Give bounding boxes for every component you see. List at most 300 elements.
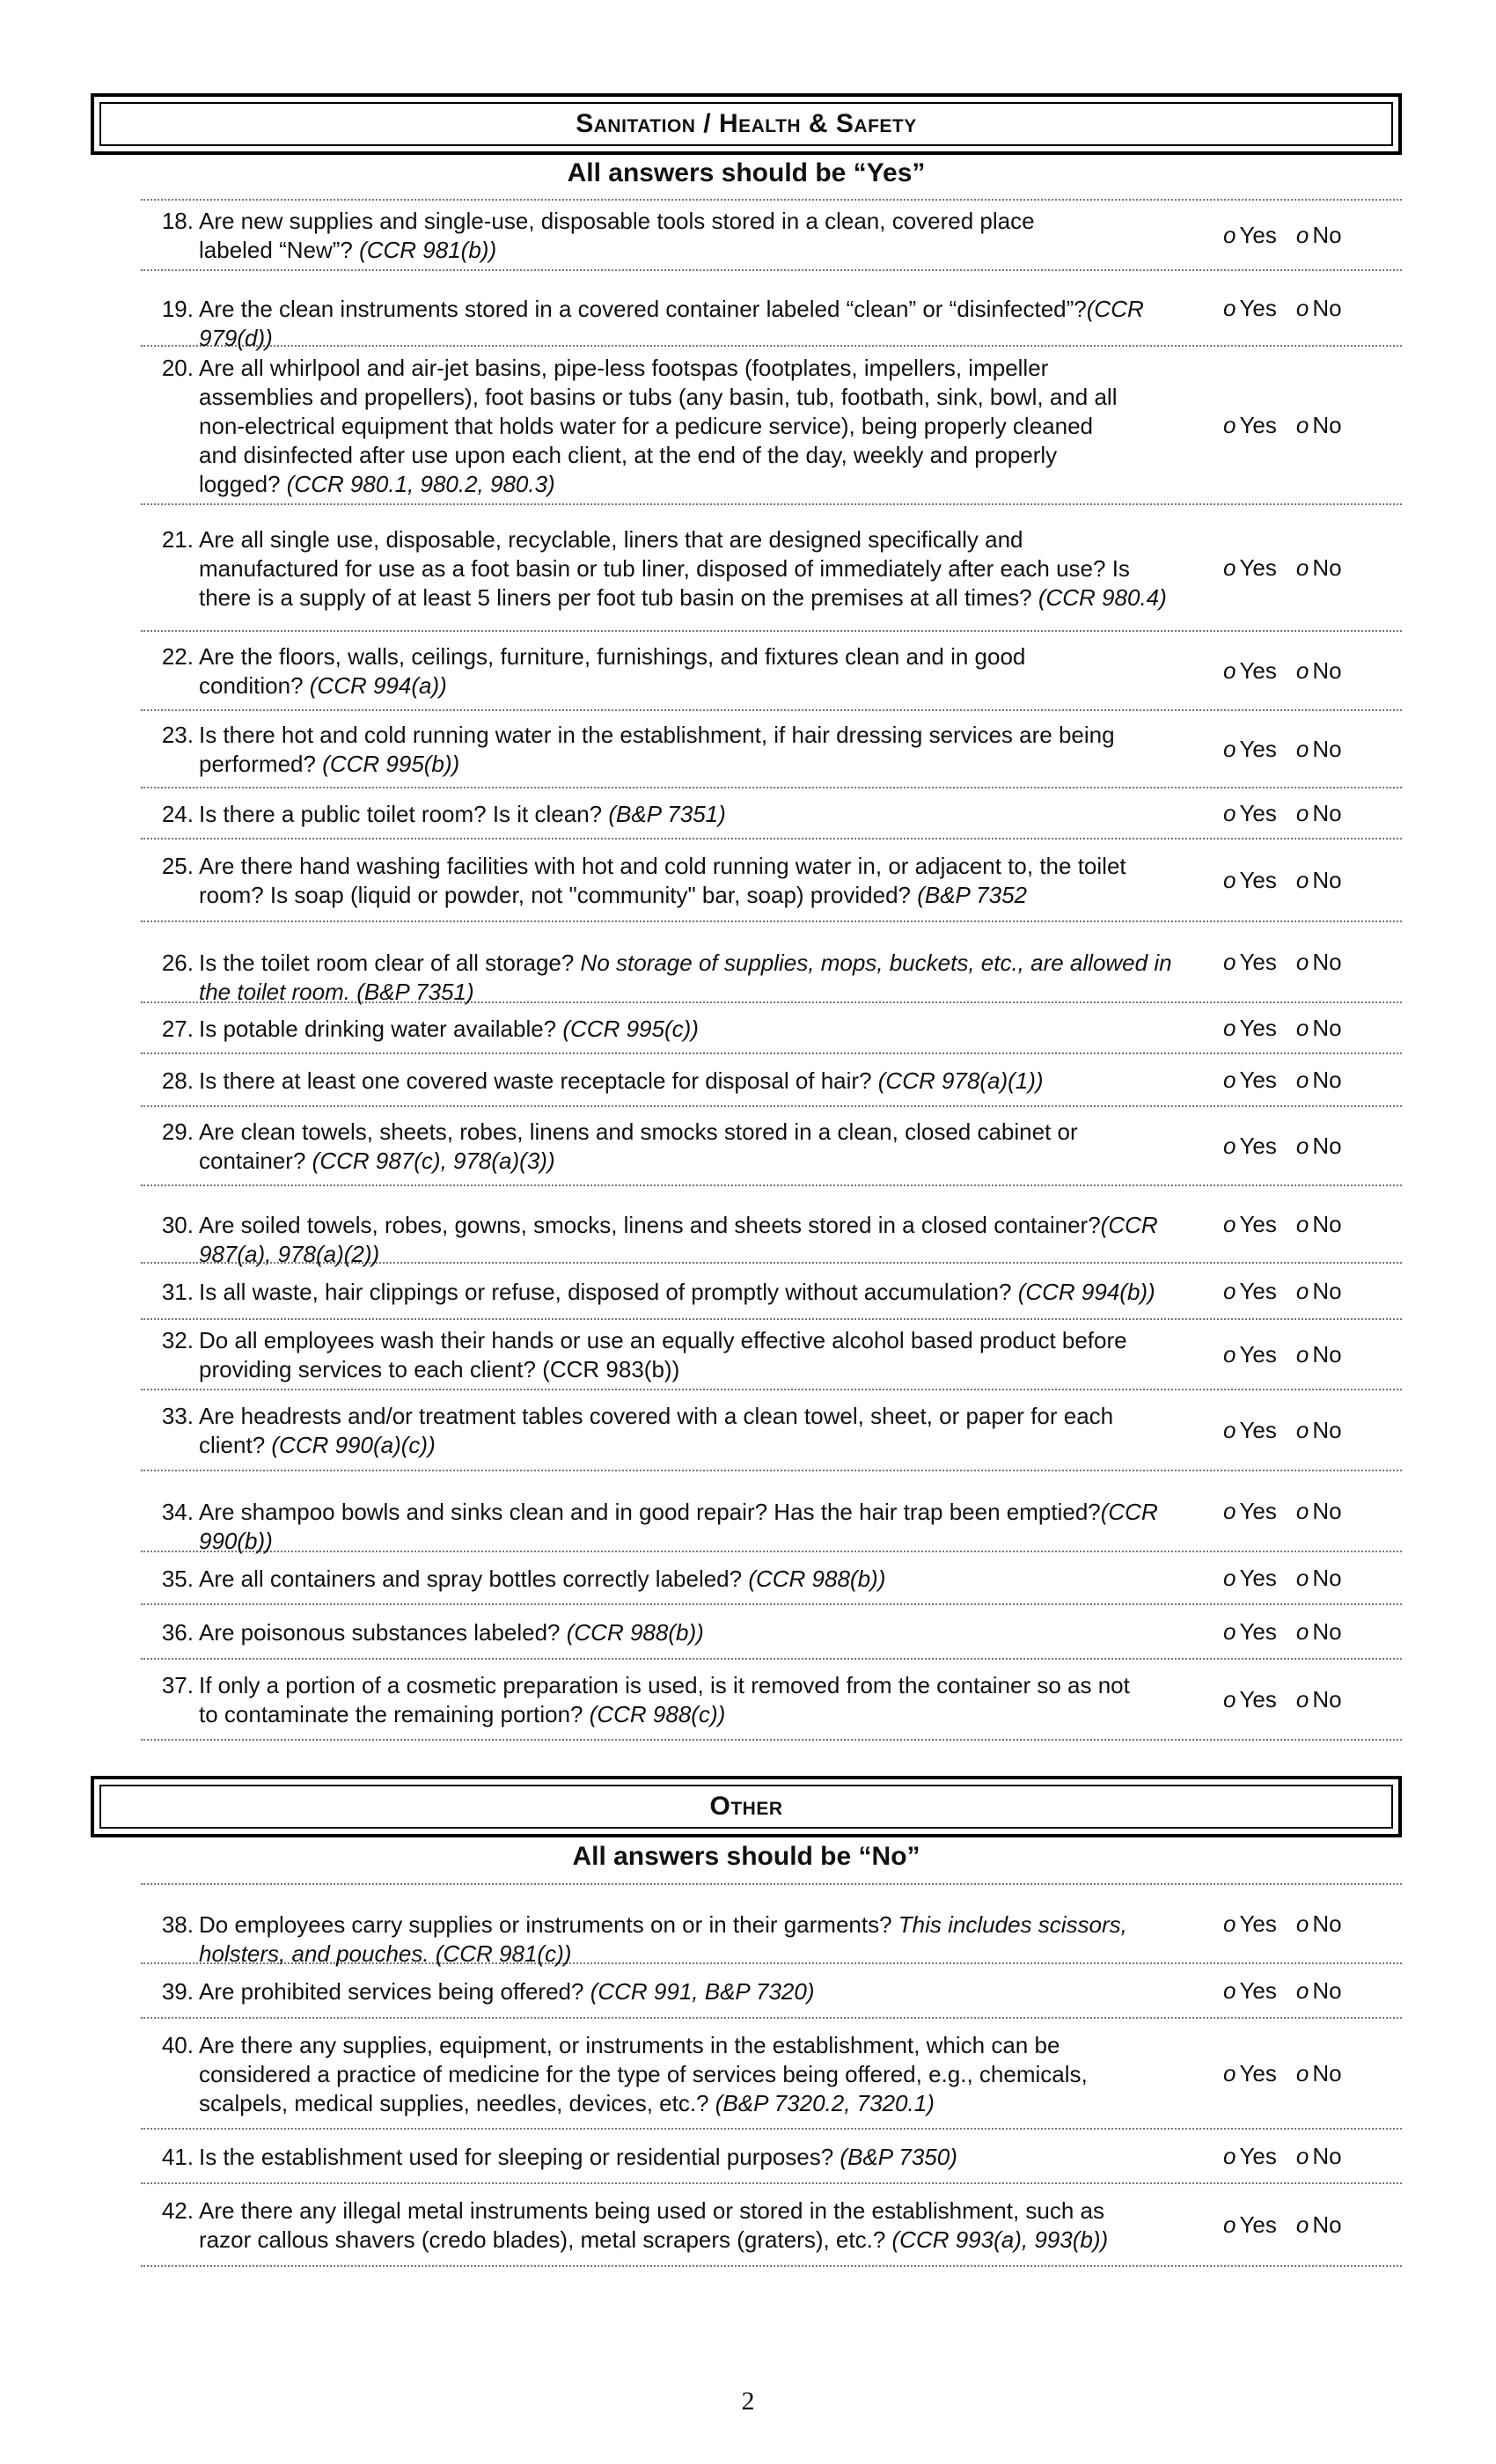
answer-yes-label: Yes xyxy=(1239,411,1277,438)
answer-options xyxy=(1223,505,1399,630)
answer-yes-label: Yes xyxy=(1239,2211,1277,2238)
radio-circle-icon[interactable]: o xyxy=(1223,221,1236,248)
answer-no-option[interactable] xyxy=(1296,736,1342,763)
radio-circle-icon[interactable]: o xyxy=(1295,1340,1309,1368)
question-line: to contaminate the remaining portion? xyxy=(199,1701,590,1727)
question-number: 23. xyxy=(161,722,194,748)
question-row xyxy=(141,922,1402,1003)
question-line: and disinfected after use upon each client, at the end of the day, weekly and properly xyxy=(199,441,1058,468)
question-row xyxy=(141,1264,1402,1320)
question-line: logged? xyxy=(199,470,287,497)
radio-circle-icon[interactable]: o xyxy=(1295,1014,1309,1041)
answer-options xyxy=(1223,1054,1399,1105)
answer-yes-label: Yes xyxy=(1239,1497,1277,1524)
question-row xyxy=(141,2130,1402,2184)
regulation-reference: (CCR 978(a)(1)) xyxy=(877,1067,1044,1094)
answer-no-label: No xyxy=(1312,2142,1342,2169)
answer-options xyxy=(1223,632,1399,709)
radio-circle-icon[interactable]: o xyxy=(1295,1617,1309,1645)
answer-no-label: No xyxy=(1312,1066,1342,1093)
answer-no-label: No xyxy=(1312,1132,1342,1159)
question-number: 34. xyxy=(161,1498,194,1525)
radio-circle-icon[interactable]: o xyxy=(1223,799,1236,826)
regulation-reference: (CCR 995(c)) xyxy=(562,1015,699,1042)
question-text xyxy=(199,642,1193,700)
answer-yes-option[interactable] xyxy=(1223,1686,1277,1713)
regulation-reference: (CCR 981(b)) xyxy=(359,237,497,263)
answer-yes-label: Yes xyxy=(1239,1277,1277,1304)
answer-no-option[interactable] xyxy=(1296,2060,1342,2087)
question-number: 31. xyxy=(161,1278,194,1305)
question-line: considered a practice of medicine for the type of services being offered, e.g., chemicals, xyxy=(199,2060,1088,2087)
answer-yes-label: Yes xyxy=(1239,1416,1277,1443)
question-line: Are the floors, walls, ceilings, furniture, furnishings, and fixtures clean and in good xyxy=(199,643,1026,670)
radio-circle-icon[interactable]: o xyxy=(1295,1497,1309,1524)
answer-no-label: No xyxy=(1312,2059,1342,2086)
question-text xyxy=(199,852,1193,910)
answer-no-label: No xyxy=(1312,1497,1342,1524)
question-line: there is a supply of at least 5 liners per foot tub basin on the premises at all times? xyxy=(199,583,1032,611)
question-line: Are there any illegal metal instruments being used or stored in the establishment, such as xyxy=(199,2197,1104,2224)
radio-circle-icon[interactable]: o xyxy=(1295,2142,1309,2169)
radio-circle-icon[interactable]: o xyxy=(1223,294,1236,321)
answer-yes-option[interactable] xyxy=(1223,1211,1277,1238)
radio-circle-icon[interactable]: o xyxy=(1295,799,1309,826)
answer-yes-label: Yes xyxy=(1239,656,1277,684)
radio-circle-icon[interactable]: o xyxy=(1295,656,1309,684)
question-row xyxy=(141,201,1402,271)
radio-circle-icon[interactable]: o xyxy=(1223,1685,1236,1712)
regulation-reference: (CCR 980.1, 980.2, 980.3) xyxy=(286,470,555,497)
answer-yes-option[interactable] xyxy=(1223,295,1277,322)
answer-yes-option[interactable] xyxy=(1223,1618,1277,1646)
answer-no-option[interactable] xyxy=(1296,949,1342,976)
radio-circle-icon[interactable]: o xyxy=(1223,2211,1236,2238)
question-list-sanitation xyxy=(141,199,1402,1741)
answer-options xyxy=(1223,1390,1399,1470)
question-line: Are shampoo bowls and sinks clean and in good repair? Has the hair trap been emptied? xyxy=(199,1498,1101,1525)
answer-yes-option[interactable] xyxy=(1223,1417,1277,1444)
question-line: client? xyxy=(199,1432,272,1458)
question-number: 37. xyxy=(161,1672,194,1698)
answer-yes-option[interactable] xyxy=(1223,1278,1277,1305)
regulation-reference: (CCR 987(a), 978(a)(2)) xyxy=(199,1211,1158,1267)
question-number: 33. xyxy=(161,1403,194,1429)
answer-no-label: No xyxy=(1312,799,1342,826)
question-line: Are the clean instruments stored in a covered container labeled “clean” or “disinfected”? xyxy=(199,295,1087,322)
question-line: assemblies and propellers), foot basins or tubs (any basin, tub, footbath, sink, bowl, and all xyxy=(199,383,1118,410)
question-line: razor callous shavers (credo blades), metal scrapers (graters), etc.? xyxy=(199,2226,892,2253)
radio-circle-icon[interactable]: o xyxy=(1223,1910,1236,1937)
answer-no-label: No xyxy=(1312,411,1342,438)
question-row xyxy=(141,711,1402,788)
question-line: Are prohibited services being offered? xyxy=(199,1977,590,2005)
section-banner-sanitation xyxy=(91,93,1402,155)
regulation-reference: (CCR 988(b)) xyxy=(748,1565,886,1592)
question-text xyxy=(199,1015,1193,1044)
question-text xyxy=(199,1326,1193,1384)
answer-no-option[interactable] xyxy=(1296,1341,1342,1368)
answer-yes-option[interactable] xyxy=(1223,1498,1277,1525)
question-text xyxy=(199,721,1193,779)
question-number: 32. xyxy=(161,1327,194,1353)
regulation-reference: (B&P 7351) xyxy=(608,800,726,827)
radio-circle-icon[interactable]: o xyxy=(1295,554,1309,581)
answer-yes-label: Yes xyxy=(1239,866,1277,893)
question-number: 35. xyxy=(161,1565,194,1592)
question-text xyxy=(199,1671,1193,1729)
question-line: Are soiled towels, robes, gowns, smocks, linens and sheets stored in a closed container? xyxy=(199,1211,1101,1238)
question-row xyxy=(141,1471,1402,1552)
answer-no-label: No xyxy=(1312,866,1342,893)
question-row xyxy=(141,1003,1402,1054)
question-line: Are poisonous substances labeled? xyxy=(199,1618,567,1646)
answer-options xyxy=(1223,2019,1399,2128)
radio-circle-icon[interactable]: o xyxy=(1295,2211,1309,2238)
answer-options xyxy=(1223,922,1399,1001)
question-line: Is the establishment used for sleeping or residential purposes? xyxy=(199,2143,840,2170)
radio-circle-icon[interactable]: o xyxy=(1223,735,1236,762)
question-number: 28. xyxy=(161,1067,194,1094)
question-number: 42. xyxy=(161,2197,194,2224)
radio-circle-icon[interactable]: o xyxy=(1223,2059,1236,2086)
radio-circle-icon[interactable]: o xyxy=(1223,1340,1236,1368)
answer-options xyxy=(1223,1471,1399,1551)
question-row xyxy=(141,1660,1402,1741)
question-number: 41. xyxy=(161,2143,194,2170)
question-text xyxy=(199,1402,1193,1460)
regulation-reference: (CCR 993(a), 993(b)) xyxy=(891,2226,1109,2253)
answer-yes-label: Yes xyxy=(1239,1564,1277,1591)
answer-no-option[interactable] xyxy=(1296,1417,1342,1444)
answer-no-option[interactable] xyxy=(1296,867,1342,894)
answer-yes-label: Yes xyxy=(1239,2142,1277,2169)
answer-options xyxy=(1223,1003,1399,1052)
regulation-reference: (B&P 7352 xyxy=(917,882,1028,908)
answer-no-option[interactable] xyxy=(1296,1565,1342,1592)
answer-yes-option[interactable] xyxy=(1223,657,1277,685)
regulation-reference: (CCR 990(a)(c)) xyxy=(271,1432,436,1458)
answer-options xyxy=(1223,711,1399,787)
answer-no-label: No xyxy=(1312,1685,1342,1712)
radio-circle-icon[interactable]: o xyxy=(1223,1014,1236,1041)
radio-circle-icon[interactable]: o xyxy=(1295,1066,1309,1093)
answer-no-option[interactable] xyxy=(1296,1977,1342,2005)
answer-no-label: No xyxy=(1312,1416,1342,1443)
section-instruction: All answers should be “Yes” xyxy=(567,158,926,187)
question-text xyxy=(199,2031,1193,2118)
question-row xyxy=(141,1885,1402,1967)
answer-no-option[interactable] xyxy=(1296,222,1342,249)
answer-options xyxy=(1223,1552,1399,1603)
question-row xyxy=(141,2019,1402,2130)
question-line: providing services to each client? (CCR 983(b)) xyxy=(199,1356,680,1382)
radio-circle-icon[interactable]: o xyxy=(1223,1416,1236,1443)
answer-yes-option[interactable] xyxy=(1223,222,1277,249)
question-text xyxy=(199,1977,1193,2006)
question-text xyxy=(199,1910,1193,1969)
radio-circle-icon[interactable]: o xyxy=(1295,411,1309,438)
radio-circle-icon[interactable]: o xyxy=(1295,1564,1309,1591)
radio-circle-icon[interactable]: o xyxy=(1223,1277,1236,1304)
question-line: Is all waste, hair clippings or refuse, disposed of promptly without accumulation? xyxy=(199,1278,1012,1305)
answer-no-label: No xyxy=(1312,221,1342,248)
answer-no-option[interactable] xyxy=(1296,1618,1342,1646)
answer-yes-label: Yes xyxy=(1239,1617,1277,1645)
question-text xyxy=(199,2143,1193,2172)
question-number: 22. xyxy=(161,643,194,670)
question-line: labeled “New”? xyxy=(199,237,360,263)
answer-yes-label: Yes xyxy=(1239,799,1277,826)
question-text xyxy=(199,525,1193,612)
answer-yes-option[interactable] xyxy=(1223,736,1277,763)
question-number: 36. xyxy=(161,1618,194,1646)
answer-no-option[interactable] xyxy=(1296,295,1342,322)
answer-yes-option[interactable] xyxy=(1223,1067,1277,1094)
answer-no-label: No xyxy=(1312,1277,1342,1304)
question-line: performed? xyxy=(199,751,323,777)
question-text xyxy=(199,1067,1193,1096)
answer-no-option[interactable] xyxy=(1296,1686,1342,1713)
answer-no-label: No xyxy=(1312,656,1342,684)
question-row xyxy=(141,632,1402,711)
question-number: 24. xyxy=(161,800,194,827)
answer-no-option[interactable] xyxy=(1296,1133,1342,1160)
answer-no-option[interactable] xyxy=(1296,2211,1342,2239)
regulation-reference: (CCR 995(b)) xyxy=(322,751,460,777)
answer-no-option[interactable] xyxy=(1296,1015,1342,1042)
question-line: scalpels, medical supplies, needles, devices, etc.? xyxy=(199,2089,715,2116)
radio-circle-icon[interactable]: o xyxy=(1295,294,1309,321)
question-line: Are clean towels, sheets, robes, linens and smocks stored in a clean, closed cabinet or xyxy=(199,1118,1078,1145)
question-row xyxy=(141,2184,1402,2267)
answer-no-label: No xyxy=(1312,1340,1342,1368)
answer-yes-label: Yes xyxy=(1239,1066,1277,1093)
question-line: Are there hand washing facilities with hot and cold running water in, or adjacent to, the toilet xyxy=(199,853,1126,879)
answer-yes-label: Yes xyxy=(1239,221,1277,248)
answer-no-label: No xyxy=(1312,735,1342,762)
answer-no-label: No xyxy=(1312,2211,1342,2238)
radio-circle-icon[interactable]: o xyxy=(1295,1416,1309,1443)
answer-yes-option[interactable] xyxy=(1223,554,1277,582)
answer-options xyxy=(1223,201,1399,269)
question-row xyxy=(141,1390,1402,1471)
radio-circle-icon[interactable]: o xyxy=(1295,1277,1309,1304)
regulation-reference: This includes scissors, holsters, and pouches. (CCR 981(c)) xyxy=(199,1910,1127,1967)
section-title: Other xyxy=(709,1792,783,1821)
answer-yes-label: Yes xyxy=(1239,735,1277,762)
question-text xyxy=(199,949,1193,1007)
question-number: 38. xyxy=(161,1910,194,1938)
answer-options xyxy=(1223,1320,1399,1389)
answer-yes-label: Yes xyxy=(1239,1132,1277,1159)
radio-circle-icon[interactable]: o xyxy=(1223,866,1236,893)
question-number: 25. xyxy=(161,853,194,879)
answer-yes-label: Yes xyxy=(1239,554,1277,581)
radio-circle-icon[interactable]: o xyxy=(1223,1976,1236,2004)
question-line: Is potable drinking water available? xyxy=(199,1015,563,1042)
question-number: 39. xyxy=(161,1977,194,2005)
question-text xyxy=(199,1118,1193,1176)
answer-no-option[interactable] xyxy=(1296,1498,1342,1525)
answer-yes-label: Yes xyxy=(1239,1976,1277,2004)
radio-circle-icon[interactable]: o xyxy=(1223,948,1236,975)
answer-no-label: No xyxy=(1312,1210,1342,1237)
answer-yes-label: Yes xyxy=(1239,294,1277,321)
radio-circle-icon[interactable]: o xyxy=(1295,221,1309,248)
radio-circle-icon[interactable]: o xyxy=(1295,1976,1309,2004)
question-line: Are there any supplies, equipment, or instruments in the establishment, which can be xyxy=(199,2031,1060,2058)
question-number: 18. xyxy=(161,208,194,234)
answer-options xyxy=(1223,2184,1399,2265)
answer-yes-option[interactable] xyxy=(1223,1977,1277,2005)
answer-yes-option[interactable] xyxy=(1223,2143,1277,2170)
section-instruction: All answers should be “No” xyxy=(572,1842,920,1871)
question-row xyxy=(141,1107,1402,1186)
question-line: Is there a public toilet room? Is it clean? xyxy=(199,800,609,827)
radio-circle-icon[interactable]: o xyxy=(1223,1066,1236,1093)
question-row xyxy=(141,347,1402,505)
question-text xyxy=(199,354,1193,499)
regulation-reference: (CCR 990(b)) xyxy=(199,1498,1158,1554)
answer-yes-label: Yes xyxy=(1239,1910,1277,1937)
question-number: 29. xyxy=(161,1118,194,1145)
question-text xyxy=(199,1618,1193,1647)
radio-circle-icon[interactable]: o xyxy=(1223,1617,1236,1645)
answer-yes-option[interactable] xyxy=(1223,1133,1277,1160)
regulation-reference: (CCR 988(c)) xyxy=(589,1701,726,1727)
answer-options xyxy=(1223,1885,1399,1962)
answer-no-label: No xyxy=(1312,294,1342,321)
answer-no-option[interactable] xyxy=(1296,2143,1342,2170)
question-line: condition? xyxy=(199,672,310,699)
question-row xyxy=(141,1552,1402,1605)
question-row xyxy=(141,1320,1402,1390)
radio-circle-icon[interactable]: o xyxy=(1223,1497,1236,1524)
question-line: manufactured for use as a foot basin or tub liner, disposed of immediately after each use? Is xyxy=(199,554,1130,582)
question-text xyxy=(199,800,1193,829)
question-line: Are all single use, disposable, recyclable, liners that are designed specifically and xyxy=(199,525,1023,553)
section-banner-other xyxy=(91,1776,1402,1837)
regulation-reference: (CCR 987(c), 978(a)(3)) xyxy=(312,1148,555,1174)
answer-options xyxy=(1223,1264,1399,1318)
radio-circle-icon[interactable]: o xyxy=(1295,735,1309,762)
question-line: Is the toilet room clear of all storage? xyxy=(199,949,581,976)
radio-circle-icon[interactable]: o xyxy=(1223,554,1236,581)
answer-no-option[interactable] xyxy=(1296,412,1342,439)
radio-circle-icon[interactable]: o xyxy=(1223,2142,1236,2169)
answer-options xyxy=(1223,1186,1399,1262)
answer-yes-option[interactable] xyxy=(1223,1565,1277,1592)
question-text xyxy=(199,295,1193,353)
answer-options xyxy=(1223,840,1399,920)
question-line: Do employees carry supplies or instruments on or in their garments? xyxy=(199,1910,898,1938)
answer-yes-label: Yes xyxy=(1239,948,1277,975)
answer-no-option[interactable] xyxy=(1296,800,1342,827)
radio-circle-icon[interactable]: o xyxy=(1295,1685,1309,1712)
answer-no-option[interactable] xyxy=(1296,1211,1342,1238)
radio-circle-icon[interactable]: o xyxy=(1295,2059,1309,2086)
answer-yes-label: Yes xyxy=(1239,1340,1277,1368)
answer-no-label: No xyxy=(1312,1564,1342,1591)
answer-options xyxy=(1223,271,1399,345)
radio-circle-icon[interactable]: o xyxy=(1223,1564,1236,1591)
answer-no-label: No xyxy=(1312,1976,1342,2004)
answer-yes-option[interactable] xyxy=(1223,2060,1277,2087)
answer-no-label: No xyxy=(1312,1910,1342,1937)
answer-options xyxy=(1223,347,1399,503)
answer-yes-label: Yes xyxy=(1239,1210,1277,1237)
question-text xyxy=(199,1211,1193,1269)
answer-yes-label: Yes xyxy=(1239,1685,1277,1712)
answer-no-option[interactable] xyxy=(1296,554,1342,582)
question-text xyxy=(199,1278,1193,1307)
answer-yes-option[interactable] xyxy=(1223,1910,1277,1938)
radio-circle-icon[interactable]: o xyxy=(1295,866,1309,893)
answer-no-label: No xyxy=(1312,554,1342,581)
answer-no-option[interactable] xyxy=(1296,657,1342,685)
answer-options xyxy=(1223,1107,1399,1184)
question-row xyxy=(141,840,1402,922)
answer-yes-option[interactable] xyxy=(1223,1015,1277,1042)
question-line: Are headrests and/or treatment tables covered with a clean towel, sheet, or paper for each xyxy=(199,1403,1114,1429)
radio-circle-icon[interactable]: o xyxy=(1295,1210,1309,1237)
answer-options xyxy=(1223,1605,1399,1658)
radio-circle-icon[interactable]: o xyxy=(1223,1210,1236,1237)
answer-yes-option[interactable] xyxy=(1223,1341,1277,1368)
question-row xyxy=(141,1605,1402,1660)
answer-no-option[interactable] xyxy=(1296,1910,1342,1938)
question-row xyxy=(141,1964,1402,2019)
radio-circle-icon[interactable]: o xyxy=(1295,1910,1309,1937)
question-text xyxy=(199,2196,1193,2255)
question-line: Are all whirlpool and air-jet basins, pipe-less footspas (footplates, impellers, impeller xyxy=(199,354,1049,381)
question-line: Do all employees wash their hands or use an equally effective alcohol based product before xyxy=(199,1327,1127,1353)
regulation-reference: No storage of supplies, mops, buckets, etc., are allowed in the toilet room. (B&P 7351) xyxy=(199,949,1172,1005)
answer-yes-option[interactable] xyxy=(1223,2211,1277,2239)
regulation-reference: (CCR 991, B&P 7320) xyxy=(590,1977,815,2005)
answer-no-label: No xyxy=(1312,1014,1342,1041)
question-number: 30. xyxy=(161,1211,194,1238)
radio-circle-icon[interactable]: o xyxy=(1223,1132,1236,1159)
radio-circle-icon[interactable]: o xyxy=(1295,948,1309,975)
question-number: 21. xyxy=(161,525,194,553)
question-text xyxy=(199,207,1193,265)
answer-yes-option[interactable] xyxy=(1223,412,1277,439)
question-text xyxy=(199,1498,1193,1556)
radio-circle-icon[interactable]: o xyxy=(1223,656,1236,684)
regulation-reference: (CCR 994(a)) xyxy=(309,672,447,699)
regulation-reference: (CCR 988(b)) xyxy=(566,1618,704,1646)
answer-yes-option[interactable] xyxy=(1223,800,1277,827)
question-row xyxy=(141,788,1402,840)
question-row xyxy=(141,271,1402,351)
question-line: If only a portion of a cosmetic preparation is used, is it removed from the container so as not xyxy=(199,1672,1130,1698)
answer-no-option[interactable] xyxy=(1296,1067,1342,1094)
answer-yes-option[interactable] xyxy=(1223,867,1277,894)
regulation-reference: (B&P 7350) xyxy=(840,2143,957,2170)
question-line: Is there hot and cold running water in the establishment, if hair dressing services are being xyxy=(199,722,1115,748)
radio-circle-icon[interactable]: o xyxy=(1295,1132,1309,1159)
answer-no-label: No xyxy=(1312,1617,1342,1645)
radio-circle-icon[interactable]: o xyxy=(1223,411,1236,438)
answer-yes-option[interactable] xyxy=(1223,949,1277,976)
answer-no-option[interactable] xyxy=(1296,1278,1342,1305)
answer-yes-label: Yes xyxy=(1239,1014,1277,1041)
answer-options xyxy=(1223,1964,1399,2017)
question-line: container? xyxy=(199,1148,312,1174)
question-row xyxy=(141,1186,1402,1267)
